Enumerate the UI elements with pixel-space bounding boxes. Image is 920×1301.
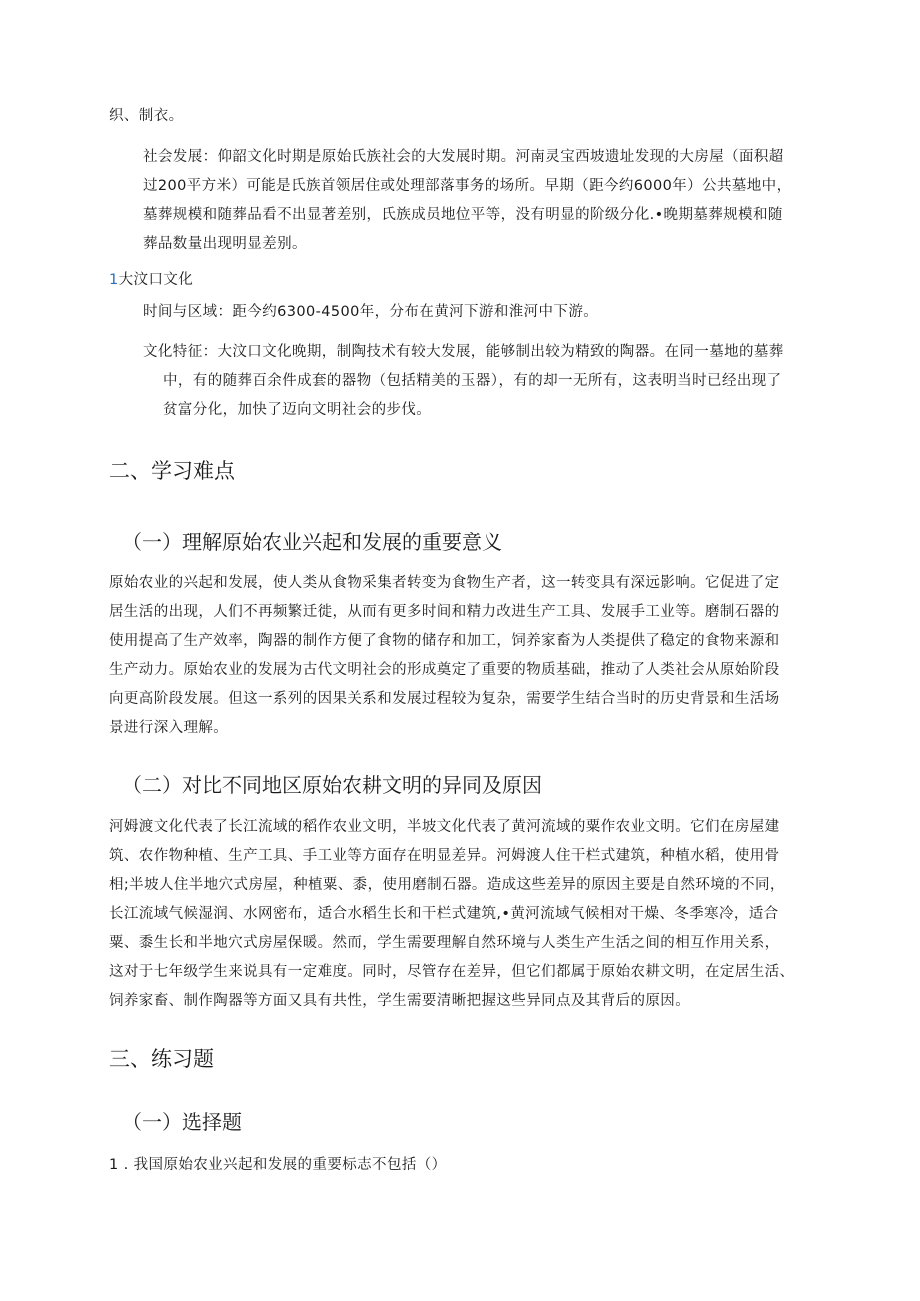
paragraph-line: 相;半坡人住半地穴式房屋，种植粟、黍，使用磨制石器。造成这些差异的原因主要是自然环境的不同， xyxy=(109,877,785,893)
dawenkou-number: 1 xyxy=(109,272,119,288)
question-1: 1 . 我国原始农业兴起和发展的重要标志不包括（） xyxy=(109,1157,447,1173)
paragraph-line: 社会发展：仰韶文化时期是原始氏族社会的大发展时期。河南灵宝西坡遗址发现的大房屋（面积超 xyxy=(143,149,784,165)
dawenkou-time-region: 时间与区域：距今约6300-4500年，分布在黄河下游和淮河中下游。 xyxy=(143,304,599,320)
paragraph-line: 贫富分化，加快了迈向文明社会的步伐。 xyxy=(163,402,432,418)
paragraph-line: 筑、农作物种植、生产工具、手工业等方面存在明显差异。河姆渡人住干栏式建筑，种植水稻，使用骨 xyxy=(109,848,780,864)
paragraph-line: 墓葬规模和随葬品看不出显著差别，氏族成员地位平等，没有明显的阶级分化.•晚期墓葬规模和随 xyxy=(143,207,783,223)
section3-title: 三、练习题 xyxy=(109,1047,214,1071)
section3-sub1-title: （一）选择题 xyxy=(122,1110,242,1134)
section2-sub1-title: （一）理解原始农业兴起和发展的重要意义 xyxy=(122,530,502,554)
paragraph-line: 生产动力。原始农业的发展为古代文明社会的形成奠定了重要的物质基础，推动了人类社会从原始阶段 xyxy=(109,662,780,678)
intro-tail-text: 织、制衣。 xyxy=(109,108,184,124)
dawenkou-heading xyxy=(109,266,193,295)
dawenkou-title: 大汶口文化 xyxy=(118,272,194,288)
section2-title: 二、学习难点 xyxy=(109,459,235,483)
paragraph-line: 长江流域气候湿润、水网密布，适合水稻生长和干栏式建筑,•黄河流域气候相对干燥、冬季寒冷，适合 xyxy=(109,906,779,922)
paragraph-line: 景进行深入理解。 xyxy=(109,720,229,736)
paragraph-line: 葬品数量出现明显差别。 xyxy=(143,236,307,252)
paragraph-line: 居生活的出现，人们不再频繁迁徙，从而有更多时间和精力改进生产工具、发展手工业等。磨制石器的 xyxy=(109,604,780,620)
paragraph-line: 饲养家畜、制作陶器等方面又具有共性，学生需要清晰把握这些异同点及其背后的原因。 xyxy=(109,993,691,1009)
paragraph-line: 河姆渡文化代表了长江流域的稻作农业文明，半坡文化代表了黄河流域的粟作农业文明。它们在房屋建 xyxy=(109,819,780,835)
paragraph-line: 文化特征：大汶口文化晚期，制陶技术有较大发展，能够制出较为精致的陶器。在同一墓地的墓葬 xyxy=(143,344,784,360)
paragraph-line: 向更高阶段发展。但这一系列的因果关系和发展过程较为复杂，需要学生结合当时的历史背景和生活场 xyxy=(109,691,780,707)
section2-sub2-title: （二）对比不同地区原始农耕文明的异同及原因 xyxy=(122,773,542,797)
paragraph-line: 使用提高了生产效率，陶器的制作方便了食物的储存和加工，饲养家畜为人类提供了稳定的食物来源和 xyxy=(109,633,780,649)
paragraph-line: 原始农业的兴起和发展，使人类从食物采集者转变为食物生产者，这一转变具有深远影响。它促进了定 xyxy=(109,575,780,591)
paragraph-line: 这对于七年级学生来说具有一定难度。同时，尽管存在差异，但它们都属于原始农耕文明，在定居生活、 xyxy=(109,964,795,980)
paragraph-line: 过200平方米）可能是氏族首领居住或处理部落事务的场所。早期（距今约6000年）公共墓地中， xyxy=(143,178,792,194)
paragraph-line: 中，有的随葬百余件成套的器物（包括精美的玉器），有的却一无所有，这表明当时已经出现了 xyxy=(163,373,782,389)
paragraph-line: 粟、黍生长和半地穴式房屋保暖。然而，学生需要理解自然环境与人类生产生活之间的相互作用关系， xyxy=(109,935,780,951)
